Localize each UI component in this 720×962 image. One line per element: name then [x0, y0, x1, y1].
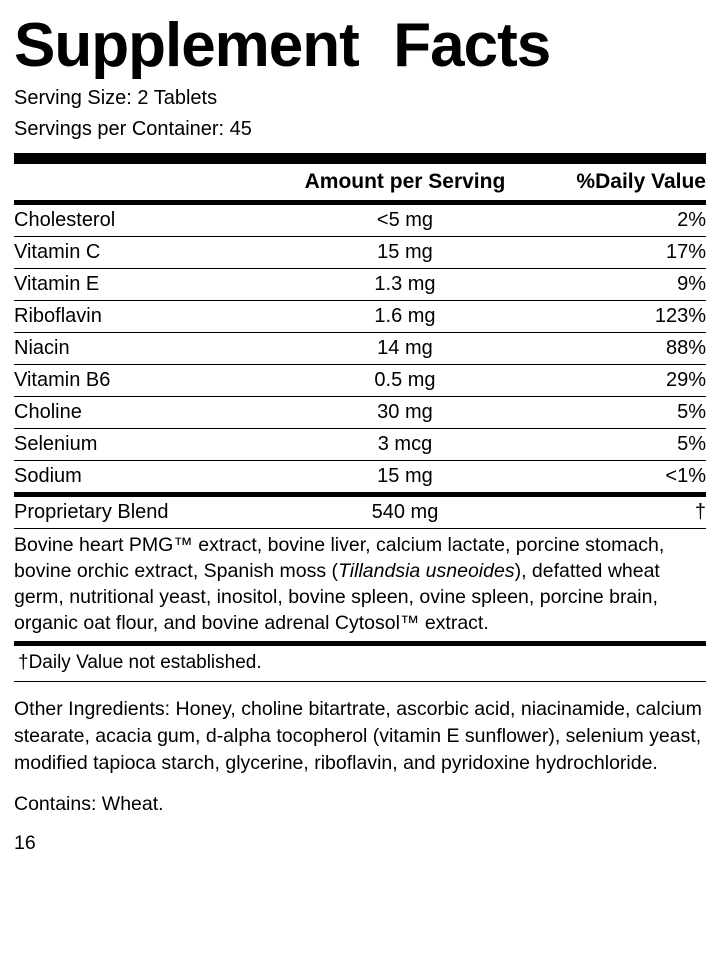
daily-value-footnote: †Daily Value not established. [18, 651, 262, 673]
table-row [14, 429, 706, 461]
nutrient-amount: 15 mg [277, 461, 533, 493]
nutrient-amount: 14 mg [277, 333, 533, 365]
other-ingredients: Other Ingredients: Honey, choline bitartrate, ascorbic acid, niacinamide, calcium stearate, acacia gum, d-alpha tocopherol (vitamin E sunflower), selenium yeast, modified tapioca starch, glycerine, riboflavin, and pyridoxine hydrochloride. [14, 698, 702, 774]
nutrient-rows-table [14, 205, 706, 492]
proprietary-blend-table [14, 497, 706, 641]
nutrient-amount: 0.5 mg [277, 365, 533, 397]
nutrient-amount: 1.6 mg [277, 301, 533, 333]
table-row [14, 365, 706, 397]
nutrient-daily-value: <1% [533, 461, 706, 493]
nutrient-daily-value: 88% [533, 333, 706, 365]
proprietary-blend-row [14, 497, 706, 529]
contains-statement: Contains: Wheat. [14, 792, 164, 815]
nutrient-name: Niacin [14, 333, 277, 365]
nutrient-name: Vitamin B6 [14, 365, 277, 397]
nutrient-name: Sodium [14, 461, 277, 493]
table-row [14, 333, 706, 365]
nutrient-name: Selenium [14, 429, 277, 461]
nutrient-daily-value: 2% [677, 209, 706, 232]
nutrient-daily-value: 29% [533, 365, 706, 397]
nutrient-daily-value: 123% [533, 301, 706, 333]
blend-description-pre: Bovine heart PMG™ extract, bovine liver, calcium lactate, porcine stomach, bovine orchic extract, Spanish moss ( [14, 534, 665, 583]
column-header-amount: Amount per Serving [304, 170, 506, 194]
nutrition-table [14, 164, 706, 200]
table-row [14, 205, 706, 237]
nutrient-amount: 15 mg [277, 237, 533, 269]
nutrient-daily-value: 5% [533, 397, 706, 429]
table-header-row [14, 164, 706, 200]
title-word-facts: Facts [393, 11, 551, 80]
page-number: 16 [14, 831, 36, 854]
table-row [14, 397, 706, 429]
proprietary-blend-description-row [14, 529, 706, 641]
column-header-daily-value: %Daily Value [576, 170, 706, 194]
nutrient-amount: 1.3 mg [277, 269, 533, 301]
servings-per-container: Servings per Container: 45 [14, 118, 252, 141]
table-header [14, 164, 706, 200]
nutrient-daily-value: 5% [533, 429, 706, 461]
blend-description [14, 529, 706, 641]
serving-size: Serving Size: 2 Tablets [14, 87, 218, 110]
blend-amount: 540 mg [371, 501, 439, 524]
page-title [14, 11, 706, 80]
divider-thin-bottom [14, 681, 706, 683]
nutrient-name: Cholesterol [14, 209, 116, 232]
table-row [14, 269, 706, 301]
nutrient-name: Riboflavin [14, 301, 277, 333]
divider-thick-top [14, 153, 706, 164]
nutrient-daily-value: 9% [533, 269, 706, 301]
title-word-supplement: Supplement [14, 11, 359, 80]
nutrient-amount: 3 mcg [277, 429, 533, 461]
nutrient-name: Vitamin C [14, 237, 277, 269]
blend-description-italic: Tillandsia usneoides [338, 560, 515, 583]
table-row [14, 301, 706, 333]
table-row [14, 461, 706, 493]
nutrient-amount: <5 mg [376, 209, 434, 232]
nutrient-amount: 30 mg [277, 397, 533, 429]
table-row [14, 237, 706, 269]
column-header-name [14, 164, 277, 200]
nutrient-name: Vitamin E [14, 269, 277, 301]
blend-name: Proprietary Blend [14, 501, 169, 524]
blend-daily-value: † [694, 501, 706, 524]
nutrient-daily-value: 17% [533, 237, 706, 269]
supplement-facts-panel [0, 11, 720, 962]
nutrient-name: Choline [14, 397, 277, 429]
blend-description-post: ), defatted wheat germ, nutritional yeast, inositol, bovine spleen, ovine spleen, porcine brain, organic oat flour, and bovine adrenal Cytosol™ extract. [14, 560, 660, 634]
